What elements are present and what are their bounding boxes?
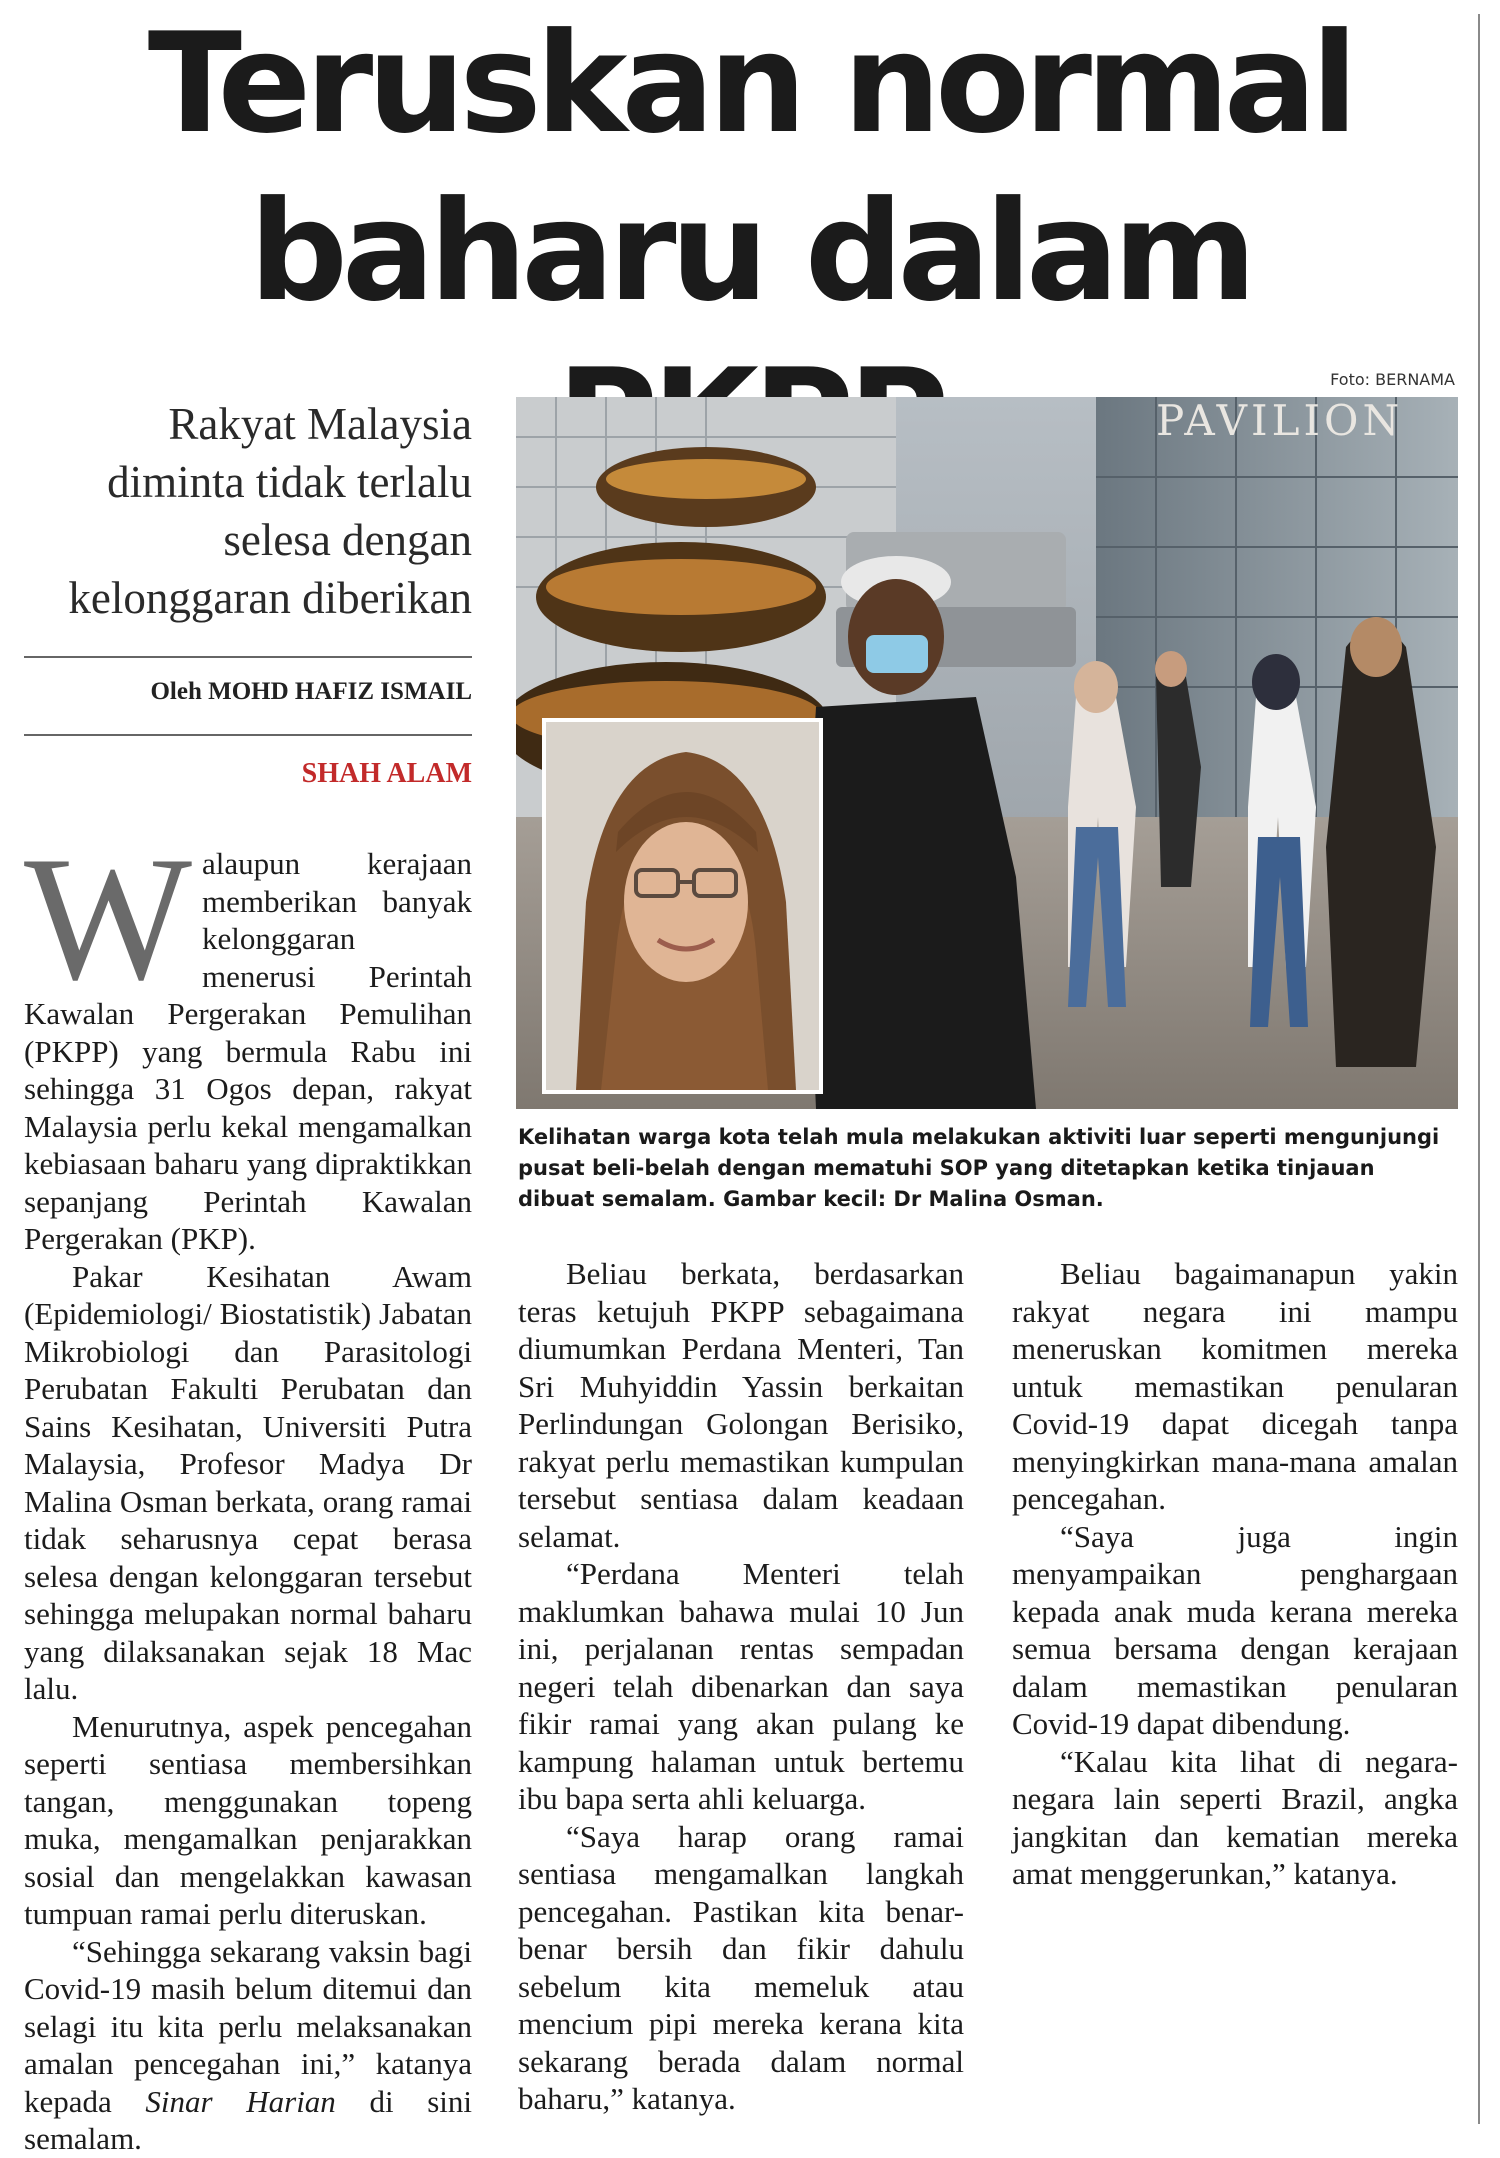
inset-portrait-illustration bbox=[546, 722, 819, 1090]
dateline: SHAH ALAM bbox=[301, 758, 472, 789]
article-paragraph: Beliau bagaimanapun yakin rakyat negara ini mampu meneruskan komitmen mereka untuk memastikan penularan Covid-19 dapat dicegah tanpa menyingkirkan mana-mana amalan pencegahan. bbox=[1012, 1256, 1458, 1516]
headline-line-2: baharu dalam bbox=[249, 171, 1251, 332]
drop-cap: W bbox=[24, 819, 193, 1017]
divider-top bbox=[24, 656, 472, 658]
publication-name: Sinar Harian bbox=[145, 2083, 336, 2119]
article-paragraph bbox=[24, 819, 472, 1258]
article-column-1 bbox=[24, 819, 472, 2158]
paragraph-text: “Sehingga sekarang vaksin bagi Covid-19 masih belum ditemui dan selagi itu kita perlu melaksanakan amalan pencegahan ini,” katanya kepada bbox=[24, 1933, 472, 2119]
article-paragraph: “Kalau kita lihat di negara-negara lain seperti Brazil, angka jangkitan dan kematian mereka amat menggerunkan,” katanya. bbox=[1012, 1743, 1458, 1891]
article-paragraph: Pakar Kesihatan Awam (Epidemiologi/ Biostatistik) Jabatan Mikrobiologi dan Parasitologi Perubatan Fakulti Perubatan dan Sains Kesihatan, Universiti Putra Malaysia, Profesor Madya Dr Malina Osman berkata, orang ramai tidak seharusnya cepat berasa selesa dengan kelonggaran tersebut sehingga melupakan normal baharu yang dilaksanakan sejak 18 Mac lalu. bbox=[24, 1258, 472, 1706]
article-column-3 bbox=[1012, 1255, 1458, 1893]
deck-line: diminta tidak terlalu bbox=[107, 457, 472, 507]
article-paragraph: “Saya juga ingin menyampaikan penghargaan kepada anak muda kerana mereka semua bersama dengan kerajaan dalam memastikan penularan Covid-19 dapat dibendung. bbox=[1012, 1518, 1458, 1741]
column-rule bbox=[1478, 14, 1480, 2124]
article-paragraph: Beliau berkata, berdasarkan teras ketujuh PKPP sebagaimana diumumkan Perdana Menteri, Tan Sri Muhyiddin Yassin berkaitan Perlindungan Golongan Berisiko, rakyat perlu memastikan kumpulan tersebut sentiasa dalam keadaan selamat. bbox=[518, 1256, 964, 1554]
article-paragraph bbox=[24, 1933, 472, 2158]
article-paragraph: “Saya harap orang ramai sentiasa mengamalkan langkah pencegahan. Pastikan kita benar-benar bersih dan fikir dahulu sebelum kita memeluk atau mencium pipi mereka kerana kita sekarang berada dalam normal baharu,” katanya. bbox=[518, 1818, 964, 2116]
paragraph-text: alaupun kerajaan memberikan banyak kelonggaran menerusi Perintah Kawalan Pergerakan Pemulihan (PKPP) yang bermula Rabu ini sehingga 31 Ogos depan, rakyat Malaysia perlu kekal mengamalkan kebiasaan baharu yang dipraktikkan sepanjang Perintah Kawalan Pergerakan (PKP). bbox=[24, 846, 472, 1256]
photo-caption: Kelihatan warga kota telah mula melakukan aktiviti luar seperti mengunjungi pusat beli-belah dengan mematuhi SOP yang ditetapkan ketika tinjauan dibuat semalam. Gambar kecil: Dr Malina Osman. bbox=[518, 1125, 1440, 1211]
divider-bottom bbox=[24, 734, 472, 736]
deck-line: selesa dengan bbox=[223, 515, 472, 565]
inset-portrait bbox=[542, 718, 823, 1094]
paragraph-text: di sini semalam. bbox=[24, 2083, 472, 2156]
pavilion-sign: PAVILION bbox=[1156, 397, 1404, 445]
byline: Oleh MOHD HAFIZ ISMAIL bbox=[150, 678, 472, 705]
photo-credit: Foto: BERNAMA bbox=[1330, 370, 1455, 389]
article-paragraph: “Perdana Menteri telah maklumkan bahawa mulai 10 Jun ini, perjalanan rentas sempadan negeri telah dibenarkan dan saya fikir ramai yang akan pulang ke kampung halaman untuk bertemu ibu bapa serta ahli keluarga. bbox=[518, 1556, 964, 1816]
article-paragraph: Menurutnya, aspek pencegahan seperti sentiasa membersihkan tangan, menggunakan topeng muka, mengamalkan penjarakkan sosial dan mengelakkan kawasan tumpuan ramai perlu diteruskan. bbox=[24, 1708, 472, 1931]
article-column-2 bbox=[518, 1255, 964, 2118]
deck bbox=[24, 395, 472, 627]
deck-line: kelonggaran diberikan bbox=[68, 573, 472, 623]
deck-line: Rakyat Malaysia bbox=[168, 399, 472, 449]
headline-line-1: Teruskan normal bbox=[147, 3, 1353, 164]
